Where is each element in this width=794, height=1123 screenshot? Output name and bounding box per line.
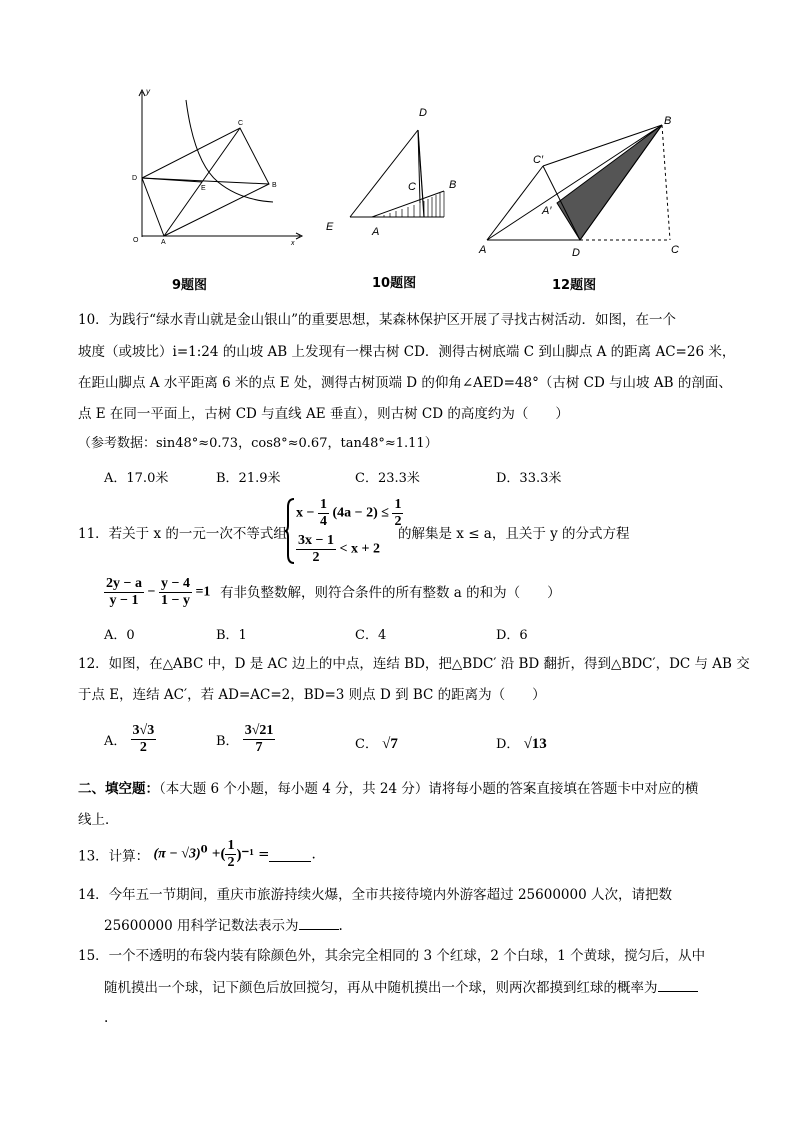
eq-fraction-1-den: y − 1 — [109, 593, 139, 608]
label-D: D — [572, 247, 580, 259]
ineq1-rhs-num: 1 — [394, 497, 402, 512]
q12-choice-b-den: 7 — [255, 740, 263, 755]
q12-choice-a — [104, 723, 156, 756]
q13-prefix: 13．计算： — [78, 848, 150, 865]
q10-line1: 10．为践行“绿水青山就是金山银山”的重要思想，某森林保护区开展了寻找古树活动．如图，在一个 — [78, 312, 676, 328]
label-B: B — [449, 179, 457, 191]
hatched-slope — [384, 193, 440, 217]
q11-equation — [104, 576, 210, 609]
label-B: B — [664, 115, 672, 127]
q15-end: . — [104, 1010, 109, 1026]
q13-exp1: )⁻¹ — [236, 847, 254, 863]
q14-answer-blank[interactable] — [299, 915, 339, 930]
q12-choice-c-label: C． — [355, 737, 378, 752]
figure-9 — [128, 82, 308, 252]
q11-prefix: 11．若关于 x 的一元一次不等式组 — [78, 526, 287, 542]
q12-choice-b-label: B． — [216, 734, 239, 749]
q14-line1: 14．今年五一节期间，重庆市旅游持续火爆，全市共接待境内外游客超过 25600000 人次，请把数 — [78, 887, 672, 903]
figure-12 — [475, 110, 690, 260]
q11-choice-b: B．1 — [216, 628, 247, 643]
section-2-desc-line2: 线上． — [78, 812, 119, 828]
label-x: x — [291, 240, 295, 247]
q11-choice-a: A．0 — [104, 628, 135, 643]
ineq1-rhs-den: 2 — [394, 514, 402, 529]
q12-choice-b-num: 3√21 — [244, 723, 274, 738]
q11-line2: 有非负整数解，则符合条件的所有整数 a 的和为（ ） — [220, 585, 561, 601]
section-2-title: 二、填空题： — [78, 781, 159, 797]
label-D: D — [419, 107, 427, 119]
q14-end: . — [338, 918, 343, 934]
q12-choice-d-label: D． — [496, 737, 520, 752]
q12-choice-b — [216, 723, 275, 756]
q10-reference: （参考数据：sin48°≈0.73，cos8°≈0.67，tan48°≈1.11） — [78, 436, 438, 451]
q13-eq: = — [258, 846, 270, 863]
figure-10 — [320, 100, 470, 245]
q13-plus: +( — [211, 846, 226, 862]
inequality-2 — [296, 533, 380, 566]
q12-line2: 于点 E，连结 AC′，若 AD=AC=2，BD=3 则点 D 到 BC 的距离为（ ） — [78, 687, 546, 703]
q10-line4: 点 E 在同一平面上，古树 CD 与直线 AE 垂直），则古树 CD 的高度约为（ ） — [78, 406, 569, 422]
caption-fig10: 10题图 — [372, 276, 417, 291]
q10-choice-b: B．21.9米 — [216, 471, 281, 486]
label-E: E — [326, 221, 334, 233]
q13 — [78, 838, 316, 871]
q14-line2 — [104, 915, 343, 936]
label-C: C — [671, 244, 679, 256]
q12-choice-d — [496, 733, 547, 753]
q10-choice-c: C．23.3米 — [355, 471, 420, 486]
section-2-heading — [78, 779, 698, 799]
q10-choice-d: D．33.3米 — [496, 471, 562, 486]
q12-choice-a-num: 3√3 — [132, 723, 155, 738]
label-A: A — [479, 244, 487, 256]
q13-fraction — [225, 838, 236, 871]
ineq1-mid: (4a − 2) ≤ — [332, 505, 389, 521]
q13-expr1: (π − √3) — [153, 846, 201, 862]
label-E: E — [201, 185, 206, 192]
q10-line3: 在距山脚点 A 水平距离 6 米的点 E 处，测得古树顶端 D 的仰角∠AED=48°（古树 CD 与山坡 AB 的剖面、 — [78, 375, 732, 391]
q12-line1: 12．如图，在△ABC 中，D 是 AC 边上的中点，连结 BD，把△BDC′ 沿 BD 翻折，得到△BDC′，DC 与 AB 交 — [78, 656, 750, 672]
eq-fraction-1 — [104, 576, 144, 609]
segment-BC-dashed — [662, 125, 670, 240]
label-C: C — [408, 181, 416, 193]
q15-line1: 15．一个不透明的布袋内装有除颜色外，其余完全相同的 3 个红球，2 个白球，1 个黄球，搅匀后，从中 — [78, 948, 706, 964]
eq-rhs: =1 — [195, 584, 211, 600]
q11-choice-d: D．6 — [496, 628, 528, 643]
q14-line2-text: 25600000 用科学记数法表示为 — [104, 918, 299, 934]
q10-choice-a: A．17.0米 — [104, 471, 169, 486]
ineq1-lhs: x − — [296, 505, 315, 521]
label-A: A — [372, 226, 380, 238]
q12-choice-a-fraction — [131, 723, 157, 756]
ineq1-fraction-den: 4 — [319, 514, 327, 529]
eq-minus: − — [147, 584, 156, 600]
ineq1-fraction-num: 1 — [319, 497, 327, 512]
section-2-desc: （本大题 6 个小题，每小题 4 分，共 24 分）请将每小题的答案直接填在答题卡中对应的横 — [159, 781, 699, 797]
q12-choice-c — [355, 733, 398, 753]
q15-answer-blank[interactable] — [658, 977, 698, 992]
caption-fig12: 12题图 — [552, 278, 597, 293]
label-A1: A′ — [542, 205, 552, 217]
q12-choice-d-value: √13 — [523, 736, 547, 752]
q13-fraction-num: 1 — [227, 838, 235, 853]
label-D: D — [132, 175, 138, 182]
label-y: y — [146, 87, 150, 96]
q12-choice-a-label: A． — [104, 734, 127, 749]
q13-exp0: 0 — [200, 844, 208, 856]
label-B: B — [272, 182, 277, 189]
label-C1: C′ — [533, 154, 544, 166]
q11-suffix: 的解集是 x ≤ a，且关于 y 的分式方程 — [398, 526, 630, 542]
ineq2-fraction — [296, 533, 336, 566]
label-O: O — [133, 237, 139, 244]
q13-fraction-den: 2 — [227, 855, 235, 870]
ineq1-fraction — [318, 497, 329, 530]
q12-choice-a-den: 2 — [139, 740, 147, 755]
shaded-triangle — [557, 125, 662, 240]
ineq2-fraction-num: 3x − 1 — [298, 533, 334, 548]
label-A: A — [161, 239, 166, 246]
q15-line2-text: 随机摸出一个球，记下颜色后放回搅匀，再从中随机摸出一个球，则两次都摸到红球的概率为 — [104, 980, 658, 996]
eq-fraction-1-num: 2y − a — [106, 576, 142, 591]
segment-AC1 — [487, 166, 543, 240]
ineq2-rhs: < x + 2 — [339, 541, 380, 557]
label-C: C — [238, 120, 244, 127]
caption-fig9: 9题图 — [172, 278, 208, 293]
q12-choice-b-fraction — [243, 723, 276, 756]
quadrilateral-ADCB — [142, 128, 269, 236]
eq-fraction-2-den: 1 − y — [160, 593, 190, 608]
eq-fraction-2-num: y − 4 — [160, 576, 190, 591]
q10-line2: 坡度（或坡比）i=1:24 的山坡 AB 上发现有一棵古树 CD．测得古树底端 C 到山脚点 A 的距离 AC=26 米， — [78, 344, 736, 360]
q15-line2 — [104, 977, 698, 998]
eq-fraction-2 — [159, 576, 192, 609]
system-brace — [284, 497, 296, 565]
q13-end: . — [311, 846, 316, 863]
ineq2-fraction-den: 2 — [312, 550, 320, 565]
q13-answer-blank[interactable] — [269, 847, 311, 862]
inequality-1 — [296, 497, 403, 530]
q12-choice-c-value: √7 — [382, 736, 398, 752]
q11-choice-c: C．4 — [355, 628, 387, 643]
